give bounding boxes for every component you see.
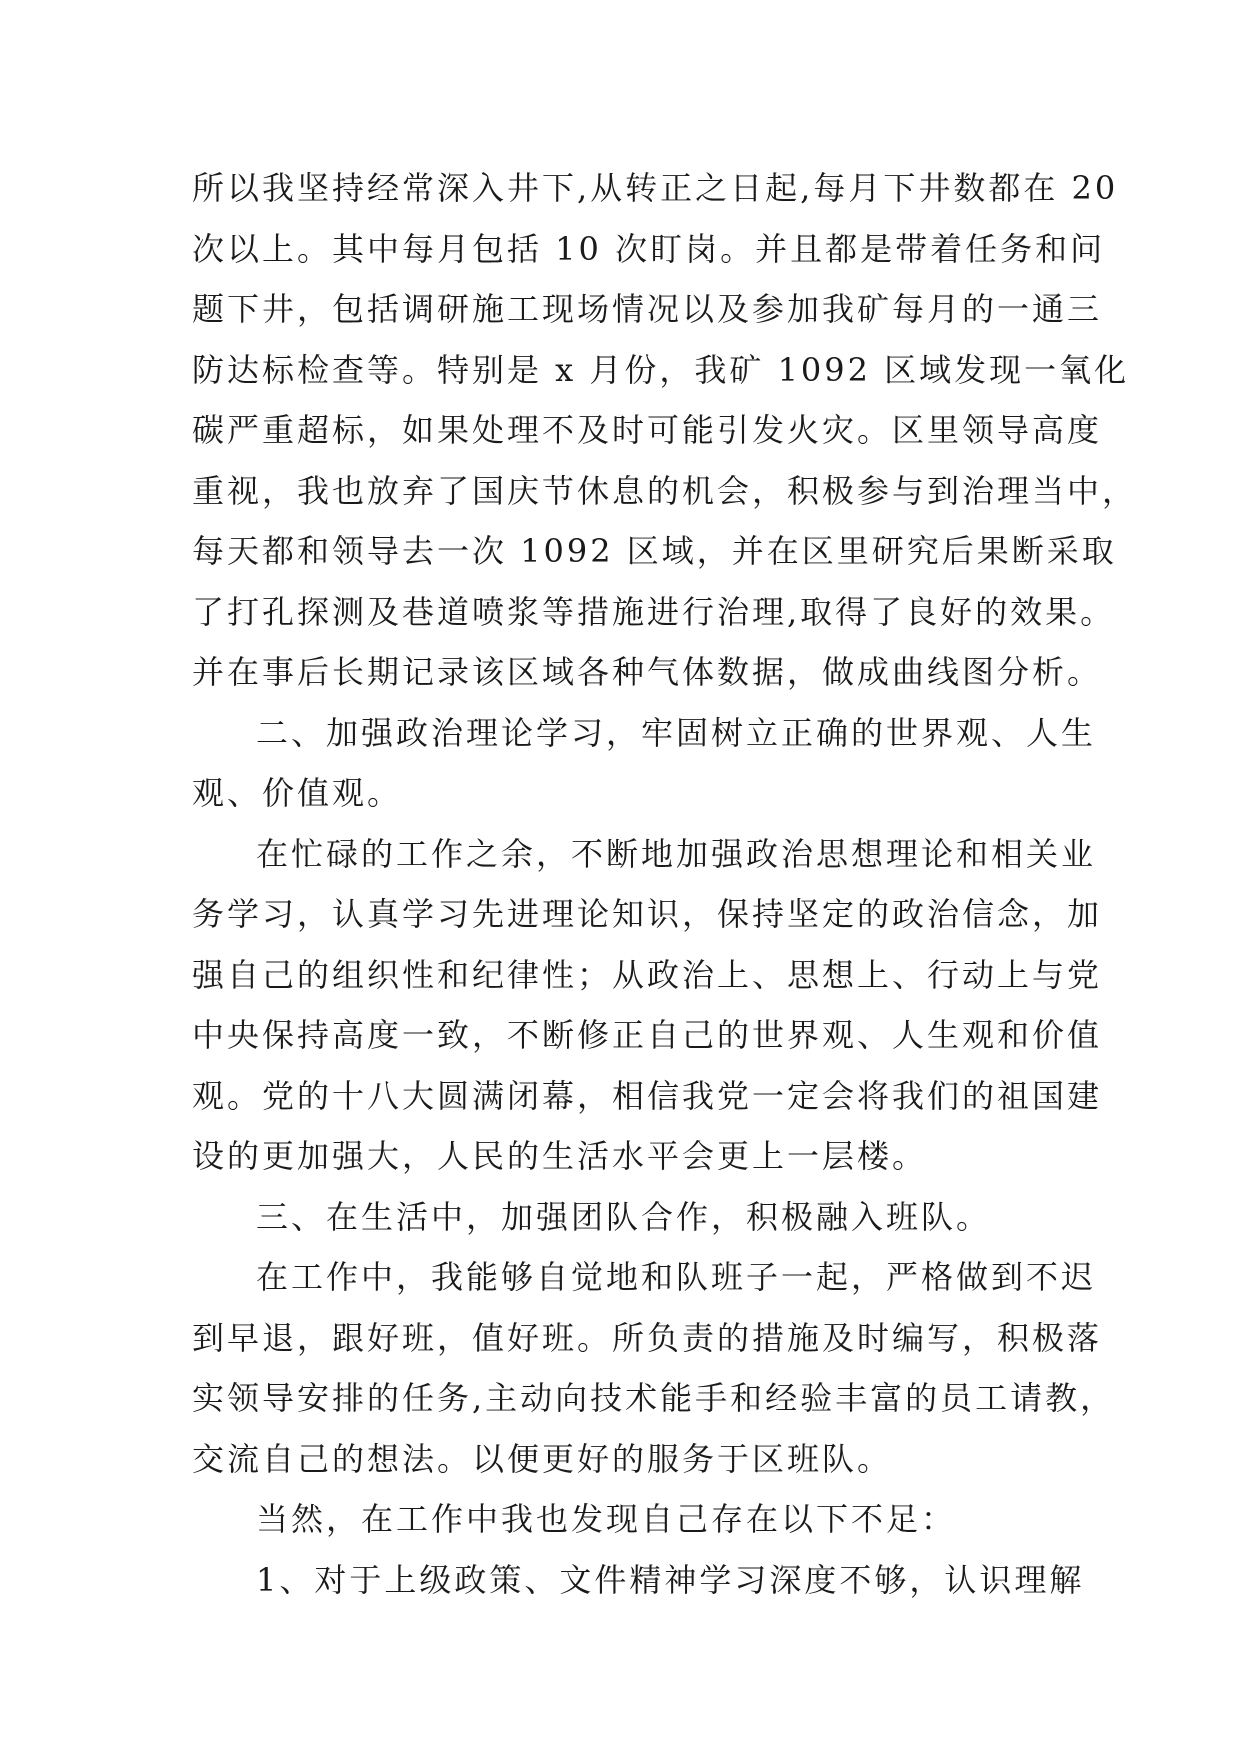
text-line: 重视，我也放弃了国庆节休息的机会，积极参与到治理当中， (192, 471, 1138, 510)
list-item: 1、对于上级政策、文件精神学习深度不够，认识理解 (256, 1560, 1085, 1599)
text-line: 碳严重超标，如果处理不及时可能引发火灾。区里领导高度 (192, 411, 1103, 449)
body-text (192, 158, 1138, 1610)
text-line: 务学习，认真学习先进理论知识，保持坚定的政治信念，加 (192, 895, 1103, 933)
text-line: 设的更加强大，人民的生活水平会更上一层楼。 (192, 1137, 928, 1175)
section-heading: 三、在生活中，加强团队合作，积极融入班队。 (256, 1197, 992, 1236)
text-line: 观。党的十八大圆满闭幕，相信我党一定会将我们的祖国建 (192, 1076, 1103, 1115)
paragraph-start: 当然，在工作中我也发现自己存在以下不足： (256, 1500, 957, 1538)
text-line: 实领导安排的任务,主动向技术能手和经验丰富的员工请教， (192, 1379, 1116, 1417)
text-line: 中央保持高度一致，不断修正自己的世界观、人生观和价值 (192, 1016, 1103, 1054)
text-line: 题下井，包括调研施工现场情况以及参加我矿每月的一通三 (192, 290, 1103, 328)
text-line: 强自己的组织性和纪律性；从政治上、思想上、行动上与党 (192, 955, 1103, 994)
text-line: 观、价值观。 (192, 774, 403, 812)
text-line: 到早退，跟好班，值好班。所负责的措施及时编写，积极落 (192, 1318, 1103, 1357)
text-line: 并在事后长期记录该区域各种气体数据，做成曲线图分析。 (192, 653, 1103, 691)
text-line: 了打孔探测及巷道喷浆等措施进行治理,取得了良好的效果。 (192, 592, 1116, 631)
text-line: 所以我坚持经常深入井下,从转正之日起,每月下井数都在 20 (192, 169, 1119, 207)
paragraph-start: 在工作中，我能够自觉地和队班子一起，严格做到不迟 (256, 1258, 1097, 1296)
text-line: 每天都和领导去一次 1092 区域，并在区里研究后果断采取 (192, 532, 1117, 570)
paragraph-start: 在忙碌的工作之余，不断地加强政治思想理论和相关业 (256, 834, 1097, 873)
text-line: 防达标检查等。特别是 x 月份，我矿 1092 区域发现一氧化 (192, 350, 1130, 389)
text-line: 交流自己的想法。以便更好的服务于区班队。 (192, 1439, 893, 1478)
section-heading: 二、加强政治理论学习，牢固树立正确的世界观、人生 (256, 713, 1097, 752)
text-line: 次以上。其中每月包括 10 次盯岗。并且都是带着任务和问 (192, 229, 1106, 268)
